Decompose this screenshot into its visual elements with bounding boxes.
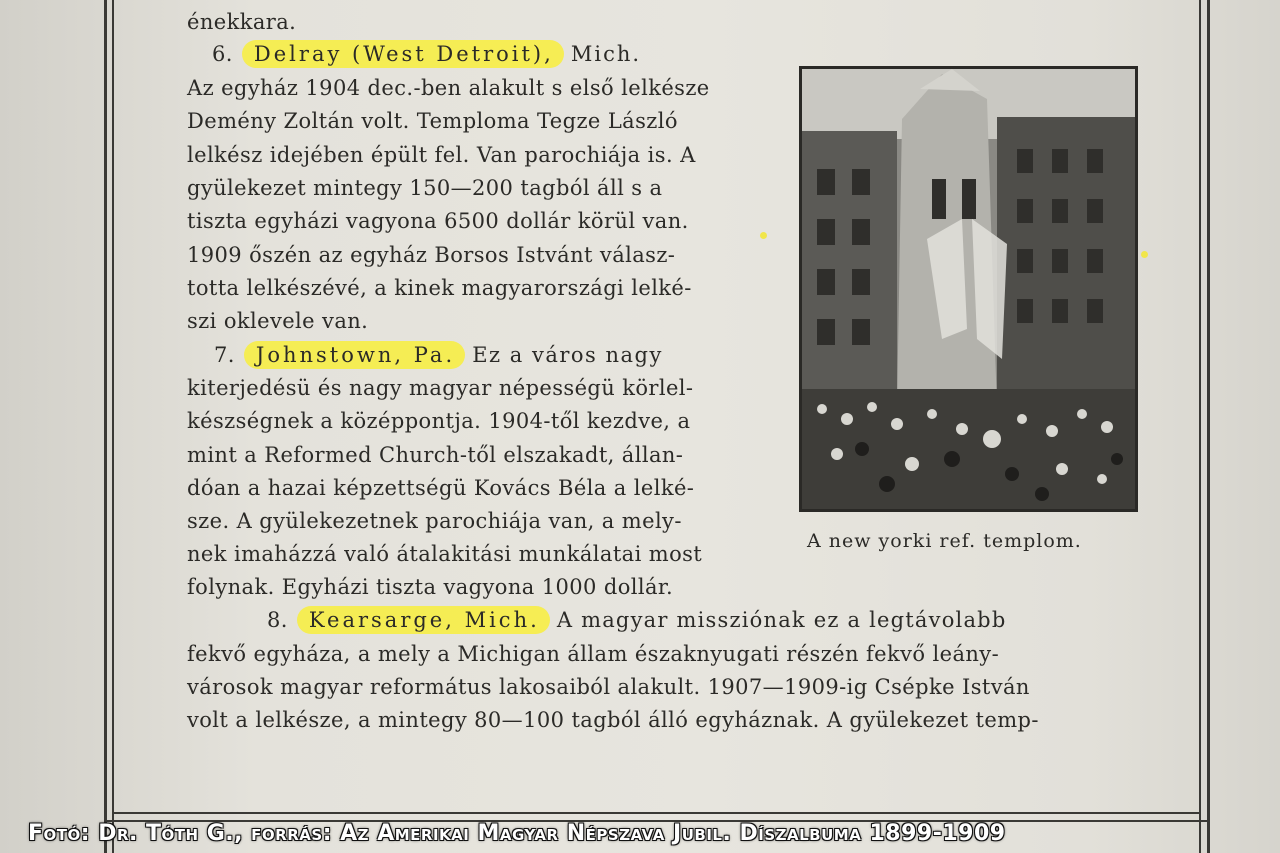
frame-right-inner — [1199, 0, 1201, 853]
text-line: 1909 őszén az egyház Borsos Istvánt válasz- — [187, 243, 676, 267]
entry-rest: Ez a város nagy — [472, 343, 663, 367]
text-line: Demény Zoltán volt. Temploma Tegze László — [187, 109, 678, 133]
text-line: dóan a hazai képzettségü Kovács Béla a lelké- — [187, 476, 695, 500]
entry-number: 8. — [267, 608, 288, 632]
photo-caption: A new yorki ref. templom. — [807, 530, 1082, 552]
text-line: Az egyház 1904 dec.-ben alakult s első lelkésze — [187, 76, 710, 100]
text-line: tiszta egyházi vagyona 6500 dollár körül van. — [187, 209, 689, 233]
frame-right-outer — [1207, 0, 1210, 853]
highlight-mark — [1141, 251, 1148, 258]
entry-rest: Mich. — [570, 42, 642, 66]
text-line: városok magyar református lakosaiból alakult. 1907—1909-ig Csépke István — [187, 675, 1030, 699]
text-line: fekvő egyháza, a mely a Michigan állam északnyugati részén fekvő leány- — [187, 642, 1000, 666]
text-line: kiterjedésü és nagy magyar népességü körlel- — [187, 376, 694, 400]
church-photo — [799, 66, 1138, 512]
entry-6-heading — [212, 41, 641, 67]
frame-left-outer — [104, 0, 107, 853]
text-line: volt a lelkésze, a mintegy 80—100 tagból álló egyháznak. A gyülekezet temp- — [187, 708, 1039, 732]
entry-8-heading — [267, 607, 1006, 633]
text-line: nek imaházzá való átalakitási munkálatai most — [187, 542, 703, 566]
text-line: szi oklevele van. — [187, 309, 369, 333]
text-line: lelkész idejében épült fel. Van parochiája is. A — [187, 143, 696, 167]
text-line: gyülekezet mintegy 150—200 tagból áll s a — [187, 176, 663, 200]
place-highlight: Johnstown, Pa. — [244, 341, 465, 369]
place-highlight: Kearsarge, Mich. — [297, 606, 550, 634]
church-photo-image — [802, 69, 1135, 509]
highlight-mark — [760, 232, 767, 239]
text-line: sze. A gyülekezetnek parochiája van, a mely- — [187, 509, 682, 533]
entry-number: 7. — [214, 343, 235, 367]
text-line: totta lelkészévé, a kinek magyarországi lelké- — [187, 276, 692, 300]
place-highlight: Delray (West Detroit), — [242, 40, 564, 68]
photo-credit: Fotó: Dr. Tóth G., forrás: Az Amerikai Magyar Népszava Jubil. Díszalbuma 1899-1909 — [28, 821, 1006, 846]
entry-number: 6. — [212, 42, 233, 66]
frame-bottom-inner — [112, 812, 1201, 814]
frame-left-inner — [112, 0, 114, 853]
text-line: készségnek a középpontja. 1904-től kezdve, a — [187, 409, 691, 433]
entry-rest: A magyar missziónak ez a legtávolabb — [556, 608, 1007, 632]
text-line: énekkara. — [187, 10, 297, 34]
entry-7-heading — [214, 342, 663, 368]
text-line: folynak. Egyházi tiszta vagyona 1000 dollár. — [187, 575, 674, 599]
text-line: mint a Reformed Church-től elszakadt, állan- — [187, 443, 684, 467]
